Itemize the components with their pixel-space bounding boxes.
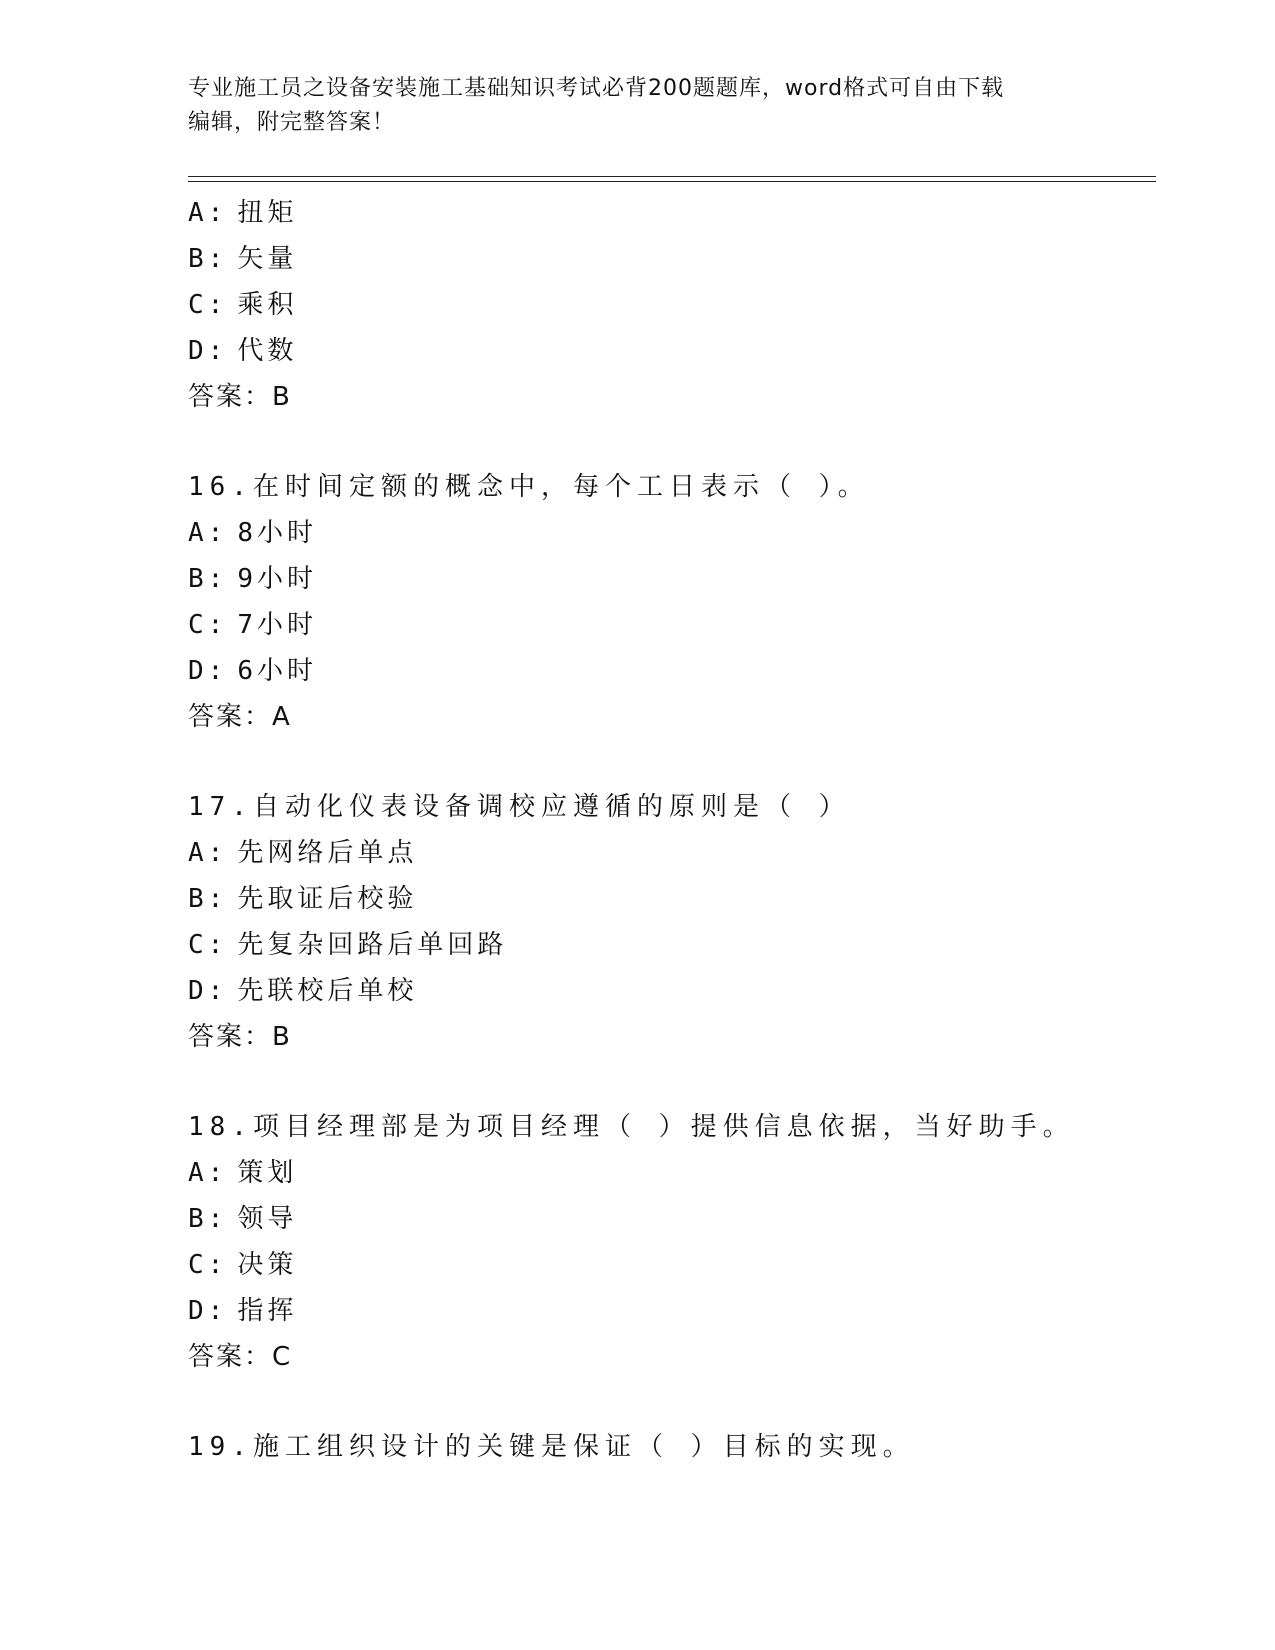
option-a: A: 8小时 <box>188 518 317 548</box>
question-18 <box>188 1104 1148 1380</box>
document-header <box>188 72 1068 140</box>
option-d: D: 代数 <box>188 336 298 366</box>
question-17 <box>188 784 1148 1060</box>
option-b: B: 9小时 <box>188 564 317 594</box>
header-line-2: 编辑，附完整答案！ <box>188 110 396 135</box>
option-d: D: 6小时 <box>188 656 317 686</box>
header-line-1: 专业施工员之设备安装施工基础知识考试必背200题题库，word格式可自由下载 <box>188 76 1005 101</box>
question-text: 17.自动化仪表设备调校应遵循的原则是（ ） <box>188 792 851 822</box>
question-15 <box>188 190 1148 420</box>
option-c: C: 决策 <box>188 1250 298 1280</box>
question-text: 18.项目经理部是为项目经理（ ）提供信息依据，当好助手。 <box>188 1112 1075 1142</box>
header-divider-bottom <box>188 181 1156 182</box>
question-list <box>188 190 1148 1470</box>
question-19 <box>188 1424 1148 1470</box>
option-b: B: 先取证后校验 <box>188 884 418 914</box>
option-a: A: 先网络后单点 <box>188 838 418 868</box>
option-c: C: 乘积 <box>188 290 298 320</box>
answer: 答案：A <box>188 702 292 732</box>
option-d: D: 先联校后单校 <box>188 976 418 1006</box>
option-b: B: 领导 <box>188 1204 298 1234</box>
question-text: 19.施工组织设计的关键是保证（ ）目标的实现。 <box>188 1432 915 1462</box>
option-a: A: 策划 <box>188 1158 298 1188</box>
question-text: 16.在时间定额的概念中，每个工日表示（ ）。 <box>188 472 870 502</box>
question-16 <box>188 464 1148 740</box>
answer: 答案：B <box>188 382 292 412</box>
option-c: C: 先复杂回路后单回路 <box>188 930 508 960</box>
option-b: B: 矢量 <box>188 244 298 274</box>
option-a: A: 扭矩 <box>188 198 298 228</box>
answer: 答案：B <box>188 1022 292 1052</box>
answer: 答案：C <box>188 1342 293 1372</box>
header-divider-top <box>188 176 1156 177</box>
option-c: C: 7小时 <box>188 610 317 640</box>
option-d: D: 指挥 <box>188 1296 298 1326</box>
